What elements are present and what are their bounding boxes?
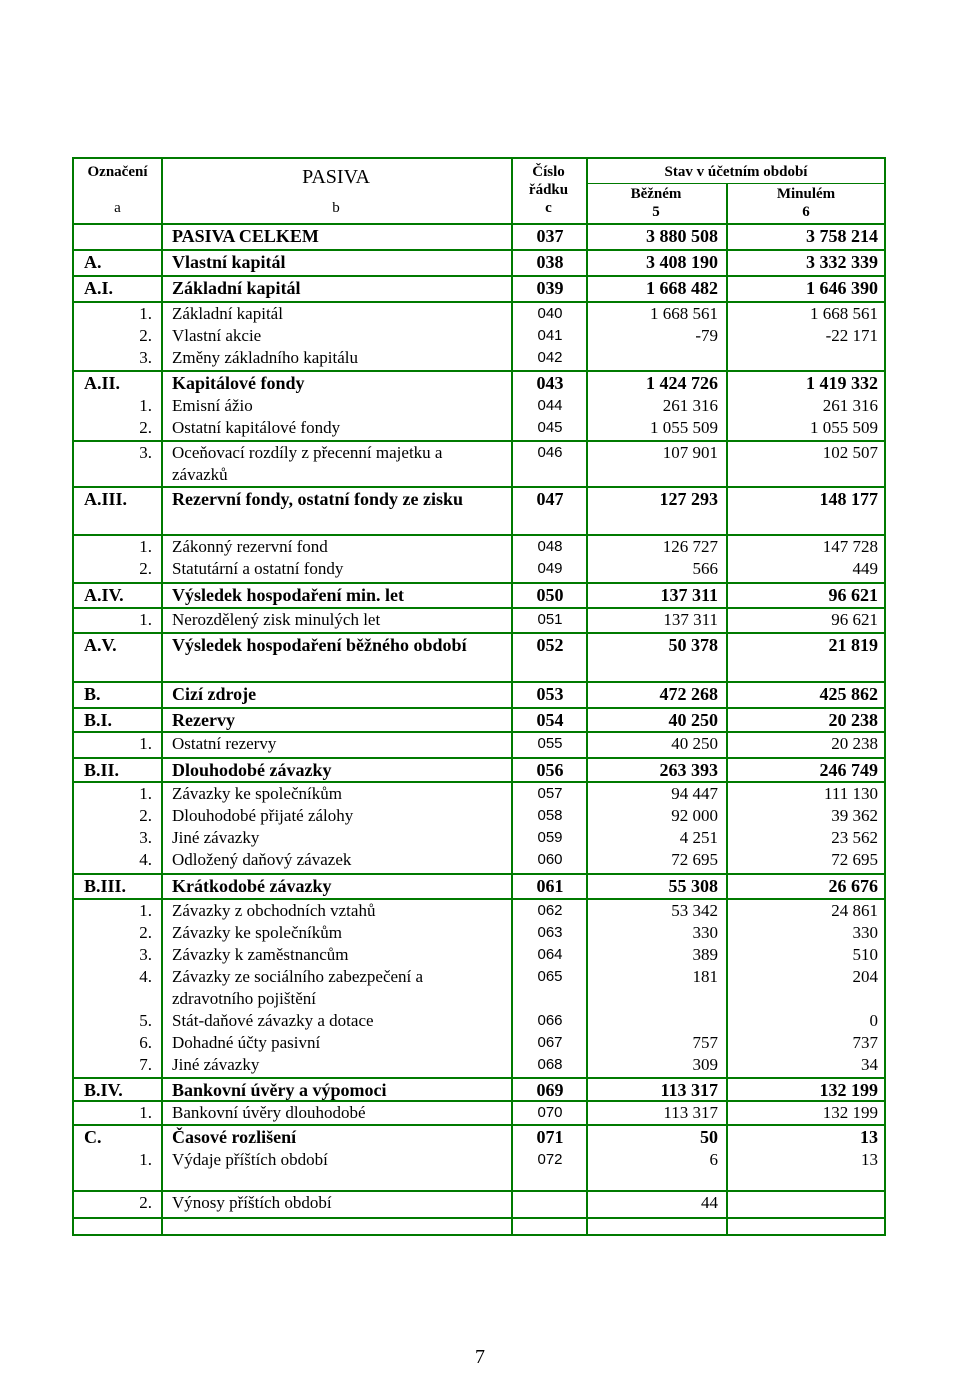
row-current-value: 3 880 508 bbox=[646, 226, 718, 246]
row-current-value: 137 311 bbox=[660, 585, 718, 605]
row-code: 3. bbox=[139, 828, 152, 847]
row-label: Nerozdělený zisk minulých let bbox=[172, 610, 381, 629]
row-number: 043 bbox=[536, 373, 564, 393]
row-label: Oceňovací rozdíly z přecenní majetku a závazků bbox=[172, 443, 443, 484]
row-label: Stát-daňové závazky a dotace bbox=[172, 1011, 374, 1030]
row-code: 2. bbox=[139, 418, 152, 437]
row-code: A.II. bbox=[84, 373, 121, 393]
row-label: Výsledek hospodaření běžného období bbox=[172, 635, 467, 655]
header-col-a-letter: a bbox=[114, 200, 121, 216]
row-code: 2. bbox=[139, 326, 152, 345]
row-number: 066 bbox=[537, 1012, 563, 1029]
page-number: 7 bbox=[475, 1346, 485, 1368]
header-oznaceni: Označení bbox=[87, 164, 148, 180]
row-code: 4. bbox=[139, 850, 152, 869]
row-label: Závazky k zaměstnancům bbox=[172, 945, 349, 964]
header-current: Běžném bbox=[630, 186, 682, 202]
row-label: Časové rozlišení bbox=[172, 1127, 297, 1147]
row-code: 1. bbox=[139, 1150, 152, 1169]
col-divider-a bbox=[161, 159, 163, 1234]
row-number: 067 bbox=[537, 1034, 563, 1051]
row-code: 3. bbox=[139, 348, 152, 367]
row-number: 048 bbox=[537, 538, 563, 555]
row-previous-value: 13 bbox=[861, 1150, 878, 1169]
row-current-value: 472 268 bbox=[659, 684, 718, 704]
row-previous-value: 3 758 214 bbox=[806, 226, 878, 246]
col-divider-b bbox=[511, 159, 513, 1234]
row-current-value: 40 250 bbox=[671, 734, 718, 753]
row-current-value: 6 bbox=[709, 1150, 718, 1169]
row-number: 046 bbox=[537, 444, 563, 461]
row-previous-value: 148 177 bbox=[819, 489, 878, 509]
row-previous-value: 246 749 bbox=[819, 760, 878, 780]
row-previous-value: 132 199 bbox=[819, 1080, 878, 1100]
header-period: Stav v účetním období bbox=[664, 164, 808, 180]
row-number: 072 bbox=[537, 1151, 563, 1168]
row-current-value: 55 308 bbox=[668, 876, 718, 896]
row-number: 037 bbox=[536, 226, 564, 246]
row-current-value: 330 bbox=[692, 923, 718, 942]
row-label: Závazky z obchodních vztahů bbox=[172, 901, 376, 920]
row-label: Dlouhodobé závazky bbox=[172, 760, 332, 780]
row-current-value: 137 311 bbox=[663, 610, 718, 629]
row-current-value: 4 251 bbox=[679, 828, 718, 847]
row-label: Ostatní rezervy bbox=[172, 734, 277, 753]
row-code: 3. bbox=[139, 945, 152, 964]
row-label: Emisní ážio bbox=[172, 396, 253, 415]
row-label: Zákonný rezervní fond bbox=[172, 537, 328, 556]
row-code: A.I. bbox=[84, 278, 114, 298]
row-current-value: 50 378 bbox=[668, 635, 718, 655]
row-label: Vlastní kapitál bbox=[172, 252, 286, 272]
row-number: 055 bbox=[537, 735, 563, 752]
row-code: B.II. bbox=[84, 760, 120, 780]
row-code: A.III. bbox=[84, 489, 128, 509]
row-number: 052 bbox=[536, 635, 564, 655]
row-code: 6. bbox=[139, 1033, 152, 1052]
row-label: Základní kapitál bbox=[172, 304, 283, 323]
row-current-value: 92 000 bbox=[671, 806, 718, 825]
row-label: Změny základního kapitálu bbox=[172, 348, 358, 367]
row-number: 045 bbox=[537, 419, 563, 436]
row-code: 1. bbox=[139, 784, 152, 803]
row-number: 049 bbox=[537, 560, 563, 577]
row-code: 1. bbox=[139, 304, 152, 323]
row-number: 059 bbox=[537, 829, 563, 846]
row-previous-value: 449 bbox=[852, 559, 878, 578]
row-previous-value: 425 862 bbox=[819, 684, 878, 704]
row-previous-value: 3 332 339 bbox=[806, 252, 878, 272]
row-code: 1. bbox=[139, 1103, 152, 1122]
row-label: Vlastní akcie bbox=[172, 326, 262, 345]
row-current-value: 94 447 bbox=[671, 784, 718, 803]
row-number: 065 bbox=[537, 968, 563, 985]
row-previous-value: 26 676 bbox=[828, 876, 878, 896]
row-label: Základní kapitál bbox=[172, 278, 301, 298]
row-label: Odložený daňový závazek bbox=[172, 850, 352, 869]
row-previous-value: 34 bbox=[861, 1055, 878, 1074]
row-label: Závazky ke společníkům bbox=[172, 923, 342, 942]
col-divider-c bbox=[586, 159, 588, 1234]
row-current-value: 566 bbox=[692, 559, 718, 578]
row-code: 3. bbox=[139, 443, 152, 462]
row-number: 042 bbox=[537, 349, 563, 366]
row-label: Výsledek hospodaření min. let bbox=[172, 585, 405, 605]
row-number: 064 bbox=[537, 946, 563, 963]
row-code: 1. bbox=[139, 734, 152, 753]
row-current-value: 126 727 bbox=[662, 537, 718, 556]
row-previous-value: 96 621 bbox=[828, 585, 878, 605]
row-current-value: -79 bbox=[695, 326, 718, 345]
row-label: Ostatní kapitálové fondy bbox=[172, 418, 341, 437]
row-number: 057 bbox=[537, 785, 563, 802]
row-previous-value: 23 562 bbox=[831, 828, 878, 847]
row-current-value: 261 316 bbox=[662, 396, 718, 415]
header-radku: řádku bbox=[528, 182, 569, 198]
balance-sheet-table bbox=[72, 157, 886, 1236]
row-previous-value: 1 668 561 bbox=[810, 304, 878, 323]
row-label: Rezervní fondy, ostatní fondy ze zisku bbox=[172, 489, 464, 509]
row-previous-value: 24 861 bbox=[831, 901, 878, 920]
header-previous: Minulém bbox=[776, 186, 836, 202]
row-label: PASIVA CELKEM bbox=[172, 226, 319, 246]
row-previous-value: 96 621 bbox=[831, 610, 878, 629]
row-current-value: 113 317 bbox=[663, 1103, 718, 1122]
row-current-value: 1 424 726 bbox=[646, 373, 718, 393]
header-period-line bbox=[586, 183, 886, 184]
row-number: 044 bbox=[537, 397, 563, 414]
row-code: 2. bbox=[139, 1193, 152, 1212]
row-label: Cizí zdroje bbox=[172, 684, 257, 704]
row-current-value: 181 bbox=[692, 967, 718, 986]
row-number: 047 bbox=[536, 489, 564, 509]
row-code: A.V. bbox=[84, 635, 117, 655]
row-number: 068 bbox=[537, 1056, 563, 1073]
row-code: 2. bbox=[139, 806, 152, 825]
row-previous-value: 13 bbox=[860, 1127, 878, 1147]
row-previous-value: 102 507 bbox=[822, 443, 878, 462]
row-number: 041 bbox=[537, 327, 563, 344]
header-pasiva: PASIVA bbox=[302, 166, 370, 188]
row-label: Výnosy příštích období bbox=[172, 1193, 332, 1212]
row-current-value: 1 668 561 bbox=[650, 304, 718, 323]
row-current-value: 40 250 bbox=[668, 710, 718, 730]
row-number: 060 bbox=[537, 851, 563, 868]
row-previous-value: 147 728 bbox=[822, 537, 878, 556]
row-previous-value: 1 055 509 bbox=[810, 418, 878, 437]
row-code: B.I. bbox=[84, 710, 113, 730]
row-number: 039 bbox=[536, 278, 564, 298]
row-current-value: 107 901 bbox=[662, 443, 718, 462]
row-previous-value: 737 bbox=[852, 1033, 878, 1052]
row-number: 063 bbox=[537, 924, 563, 941]
row-number: 051 bbox=[537, 611, 563, 628]
header-col-b-letter: b bbox=[332, 200, 340, 216]
row-code: 1. bbox=[139, 901, 152, 920]
row-code: 2. bbox=[139, 559, 152, 578]
row-code: B.III. bbox=[84, 876, 127, 896]
row-number: 071 bbox=[536, 1127, 564, 1147]
row-current-value: 389 bbox=[692, 945, 718, 964]
row-current-value: 50 bbox=[700, 1127, 718, 1147]
row-previous-value: 111 130 bbox=[824, 784, 878, 803]
row-current-value: 3 408 190 bbox=[646, 252, 718, 272]
row-current-value: 757 bbox=[692, 1033, 718, 1052]
row-previous-value: 39 362 bbox=[831, 806, 878, 825]
row-label: Výdaje příštích období bbox=[172, 1150, 328, 1169]
row-number: 061 bbox=[536, 876, 564, 896]
row-code: 5. bbox=[139, 1011, 152, 1030]
row-label: Závazky ke společníkům bbox=[172, 784, 342, 803]
row-previous-value: 20 238 bbox=[831, 734, 878, 753]
row-code: A.IV. bbox=[84, 585, 124, 605]
row-code: 7. bbox=[139, 1055, 152, 1074]
row-previous-value: -22 171 bbox=[825, 326, 878, 345]
row-current-value: 72 695 bbox=[671, 850, 718, 869]
row-previous-value: 132 199 bbox=[822, 1103, 878, 1122]
row-label: Bankovní úvěry dlouhodobé bbox=[172, 1103, 366, 1122]
row-previous-value: 72 695 bbox=[831, 850, 878, 869]
row-number: 054 bbox=[536, 710, 564, 730]
row-label: Jiné závazky bbox=[172, 1055, 260, 1074]
row-label: Rezervy bbox=[172, 710, 235, 730]
row-rule bbox=[74, 1217, 886, 1219]
row-current-value: 1 668 482 bbox=[646, 278, 718, 298]
row-current-value: 263 393 bbox=[659, 760, 718, 780]
row-previous-value: 0 bbox=[869, 1011, 878, 1030]
row-previous-value: 1 419 332 bbox=[806, 373, 878, 393]
row-code: 1. bbox=[139, 396, 152, 415]
header-current-num: 5 bbox=[652, 204, 660, 220]
row-number: 040 bbox=[537, 305, 563, 322]
row-previous-value: 20 238 bbox=[828, 710, 878, 730]
row-previous-value: 21 819 bbox=[828, 635, 878, 655]
row-label: Kapitálové fondy bbox=[172, 373, 305, 393]
row-code: A. bbox=[84, 252, 102, 272]
row-label: Závazky ze sociálního zabezpečení a zdravotního pojištění bbox=[172, 967, 424, 1008]
row-label: Krátkodobé závazky bbox=[172, 876, 332, 896]
row-previous-value: 261 316 bbox=[822, 396, 878, 415]
row-number: 070 bbox=[537, 1104, 563, 1121]
row-previous-value: 1 646 390 bbox=[806, 278, 878, 298]
row-current-value: 1 055 509 bbox=[650, 418, 718, 437]
row-current-value: 127 293 bbox=[659, 489, 718, 509]
row-label: Dlouhodobé přijaté zálohy bbox=[172, 806, 354, 825]
row-number: 058 bbox=[537, 807, 563, 824]
row-current-value: 44 bbox=[701, 1193, 718, 1212]
row-number: 056 bbox=[536, 760, 564, 780]
row-number: 053 bbox=[536, 684, 564, 704]
row-code: 4. bbox=[139, 967, 152, 986]
row-previous-value: 330 bbox=[852, 923, 878, 942]
row-previous-value: 510 bbox=[852, 945, 878, 964]
row-label: Statutární a ostatní fondy bbox=[172, 559, 344, 578]
row-number: 050 bbox=[536, 585, 564, 605]
row-current-value: 309 bbox=[692, 1055, 718, 1074]
header-col-c-letter: c bbox=[545, 200, 552, 216]
row-number: 069 bbox=[536, 1080, 564, 1100]
header-previous-num: 6 bbox=[802, 204, 810, 220]
row-number: 062 bbox=[537, 902, 563, 919]
row-previous-value: 204 bbox=[852, 967, 878, 986]
row-label: Jiné závazky bbox=[172, 828, 260, 847]
row-current-value: 113 317 bbox=[660, 1080, 718, 1100]
header-cislo: Číslo bbox=[532, 164, 565, 180]
row-code: 1. bbox=[139, 610, 152, 629]
row-current-value: 53 342 bbox=[671, 901, 718, 920]
row-number: 038 bbox=[536, 252, 564, 272]
row-code: 2. bbox=[139, 923, 152, 942]
row-code: B.IV. bbox=[84, 1080, 123, 1100]
row-code: B. bbox=[84, 684, 101, 704]
row-label: Bankovní úvěry a výpomoci bbox=[172, 1080, 387, 1100]
row-label: Dohadné účty pasivní bbox=[172, 1033, 321, 1052]
row-code: 1. bbox=[139, 537, 152, 556]
row-code: C. bbox=[84, 1127, 102, 1147]
